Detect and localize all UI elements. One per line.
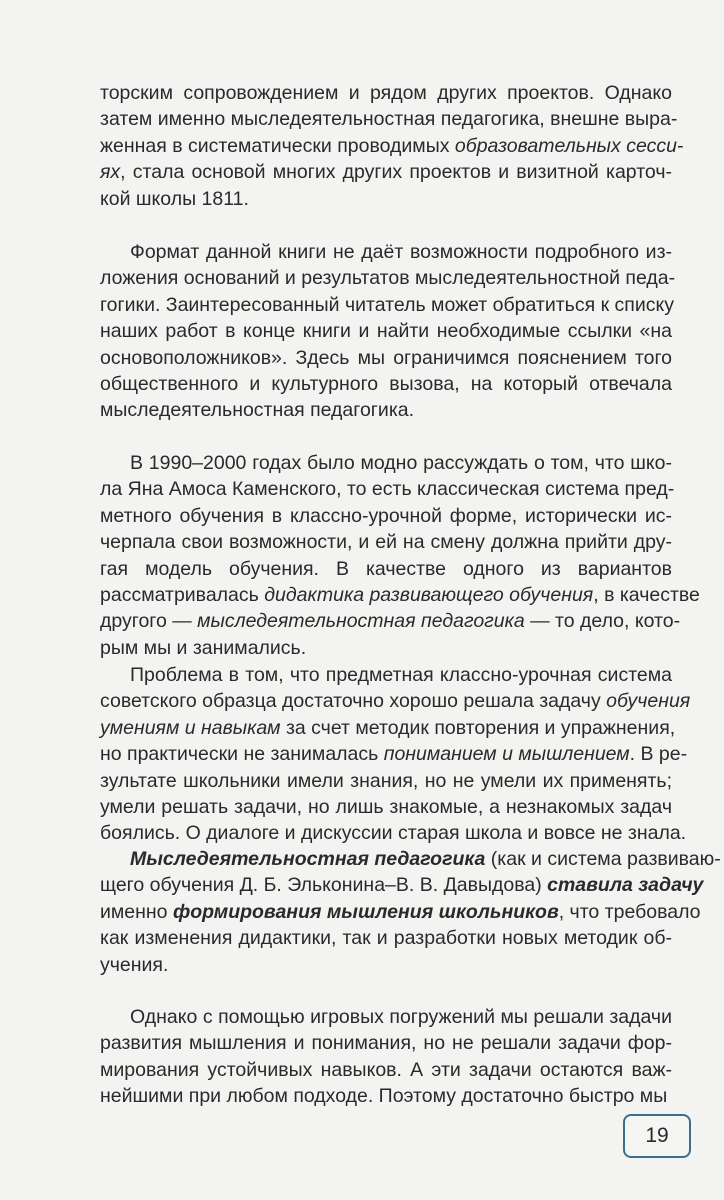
text-line: [100, 952, 672, 978]
italic-run: образовательных сесси-: [454, 134, 684, 157]
text-line: [100, 741, 688, 767]
text-run: — то дело, кото-: [524, 610, 681, 633]
text-line: [100, 265, 676, 291]
italic-run: умениям и навыкам: [100, 716, 281, 739]
italic-run: ях: [100, 161, 121, 184]
italic-run: обучения: [606, 690, 691, 713]
text-run: зультате школьники имели знания, но не умели их применять;: [100, 769, 672, 792]
text-run: как изменения дидактики, так и разработки новых методик об-: [100, 927, 672, 950]
text-line: [100, 239, 672, 265]
text-run: , в качестве: [593, 583, 700, 606]
text-line: [100, 794, 672, 820]
paragraph-6: [100, 1004, 672, 1110]
text-line: [100, 397, 672, 423]
text-run: щего обучения Д. Б. Эльконина–В. В. Давыдова): [100, 874, 548, 897]
text-run: развития мышления и понимания, но не решали задачи фор-: [100, 1032, 672, 1055]
text-run: общественного и культурного вызова, на который отвечала: [100, 372, 672, 395]
text-line: [100, 1083, 672, 1109]
bold-italic-run: формирования мышления школьников: [172, 900, 559, 923]
text-line: [100, 133, 684, 159]
text-run: мыследеятельностная педагогика.: [100, 399, 415, 422]
text-run: другого —: [100, 610, 198, 633]
text-line: [100, 318, 672, 344]
text-run: Проблема в том, что предметная классно-урочная система: [130, 664, 672, 686]
text-line: [100, 925, 672, 951]
text-run: (как и система развиваю-: [485, 848, 721, 870]
text-line: [100, 476, 675, 502]
text-run: рассматривалась: [100, 583, 265, 606]
text-line: [100, 662, 672, 688]
text-run: гая модель обучения. В качестве одного из вариантов: [100, 557, 672, 580]
paragraph-4: [100, 662, 691, 847]
text-line: [100, 1030, 672, 1056]
text-run: ла Яна Амоса Каменского, то есть классическая система пред-: [100, 478, 675, 501]
text-run: кой школы 1811.: [100, 187, 249, 210]
paragraph-3: [100, 450, 700, 661]
text-line: [100, 768, 672, 794]
text-run: метного обучения в классно-урочной форме, исторически ис-: [100, 504, 672, 527]
text-run: боялись. О диалоге и дискуссии старая школа и вовсе не знала.: [100, 822, 687, 845]
text-run: основоположников». Здесь мы ограничимся пояснением того: [100, 346, 672, 369]
text-line: [100, 450, 672, 476]
text-run: женная в систематически проводимых: [100, 134, 455, 157]
text-line: [100, 582, 700, 608]
text-line: [100, 715, 676, 741]
text-line: [100, 186, 672, 212]
text-line: [100, 159, 672, 185]
text-line: [100, 371, 672, 397]
text-run: учения.: [100, 953, 169, 976]
page-number-text: 19: [645, 1124, 669, 1147]
text-run: В 1990–2000 годах было модно рассуждать о том, что шко-: [130, 452, 672, 474]
text-line: [100, 106, 678, 132]
text-run: черпала свои возможности, и ей на смену должна прийти дру-: [100, 531, 672, 554]
text-line: [100, 556, 672, 582]
text-run: но практически не занималась: [100, 743, 384, 766]
paragraph-2: [100, 239, 676, 424]
text-run: советского образца достаточно хорошо решала задачу: [100, 690, 607, 713]
bold-italic-run: ставила задачу: [547, 874, 704, 897]
text-run: торским сопровождением и рядом других проектов. Однако: [100, 82, 672, 104]
text-line: [100, 688, 691, 714]
text-line: [100, 635, 672, 661]
text-run: мирования устойчивых навыков. А эти задачи остаются важ-: [100, 1058, 672, 1081]
text-run: гогики. Заинтересованный читатель может обратиться к списку: [100, 293, 674, 316]
text-run: наших работ в конце книги и найти необходимые ссылки «на: [100, 320, 672, 343]
text-line: [100, 1004, 672, 1030]
text-run: ложения оснований и результатов мыследеятельностной педа-: [100, 267, 676, 290]
text-line: [100, 820, 687, 846]
bold-italic-run: Мыследеятельностная педагогика: [130, 848, 486, 870]
italic-run: дидактика развивающего обучения: [264, 583, 594, 606]
text-run: затем именно мыследеятельностная педагогика, внешне выра-: [100, 108, 678, 131]
text-line: [100, 846, 721, 872]
text-line: [100, 1057, 672, 1083]
text-line: [100, 80, 672, 106]
text-line: [100, 503, 672, 529]
text-run: . В ре-: [629, 743, 688, 766]
text-run: , что требовало: [558, 900, 701, 923]
text-run: рым мы и занимались.: [100, 636, 307, 659]
text-run: умели решать задачи, но лишь знакомые, а незнакомых задач: [100, 795, 672, 818]
text-run: именно: [100, 900, 173, 923]
text-line: [100, 872, 704, 898]
text-line: [100, 292, 672, 318]
text-run: Формат данной книги не даёт возможности подробного из-: [130, 241, 672, 263]
italic-run: пониманием и мышлением: [383, 743, 630, 766]
page-number: [623, 1114, 691, 1158]
italic-run: мыследеятельностная педагогика: [197, 610, 525, 633]
paragraph-5: [100, 846, 721, 978]
text-line: [100, 345, 672, 371]
text-run: нейшими при любом подходе. Поэтому достаточно быстро мы: [100, 1085, 668, 1108]
paragraph-1: [100, 80, 684, 212]
text-run: за счет методик повторения и упражнения,: [280, 716, 676, 739]
text-line: [100, 899, 701, 925]
text-line: [100, 608, 681, 634]
text-run: , стала основой многих других проектов и визитной карточ-: [120, 161, 672, 184]
text-line: [100, 529, 672, 555]
text-run: Однако с помощью игровых погружений мы решали задачи: [130, 1006, 672, 1028]
